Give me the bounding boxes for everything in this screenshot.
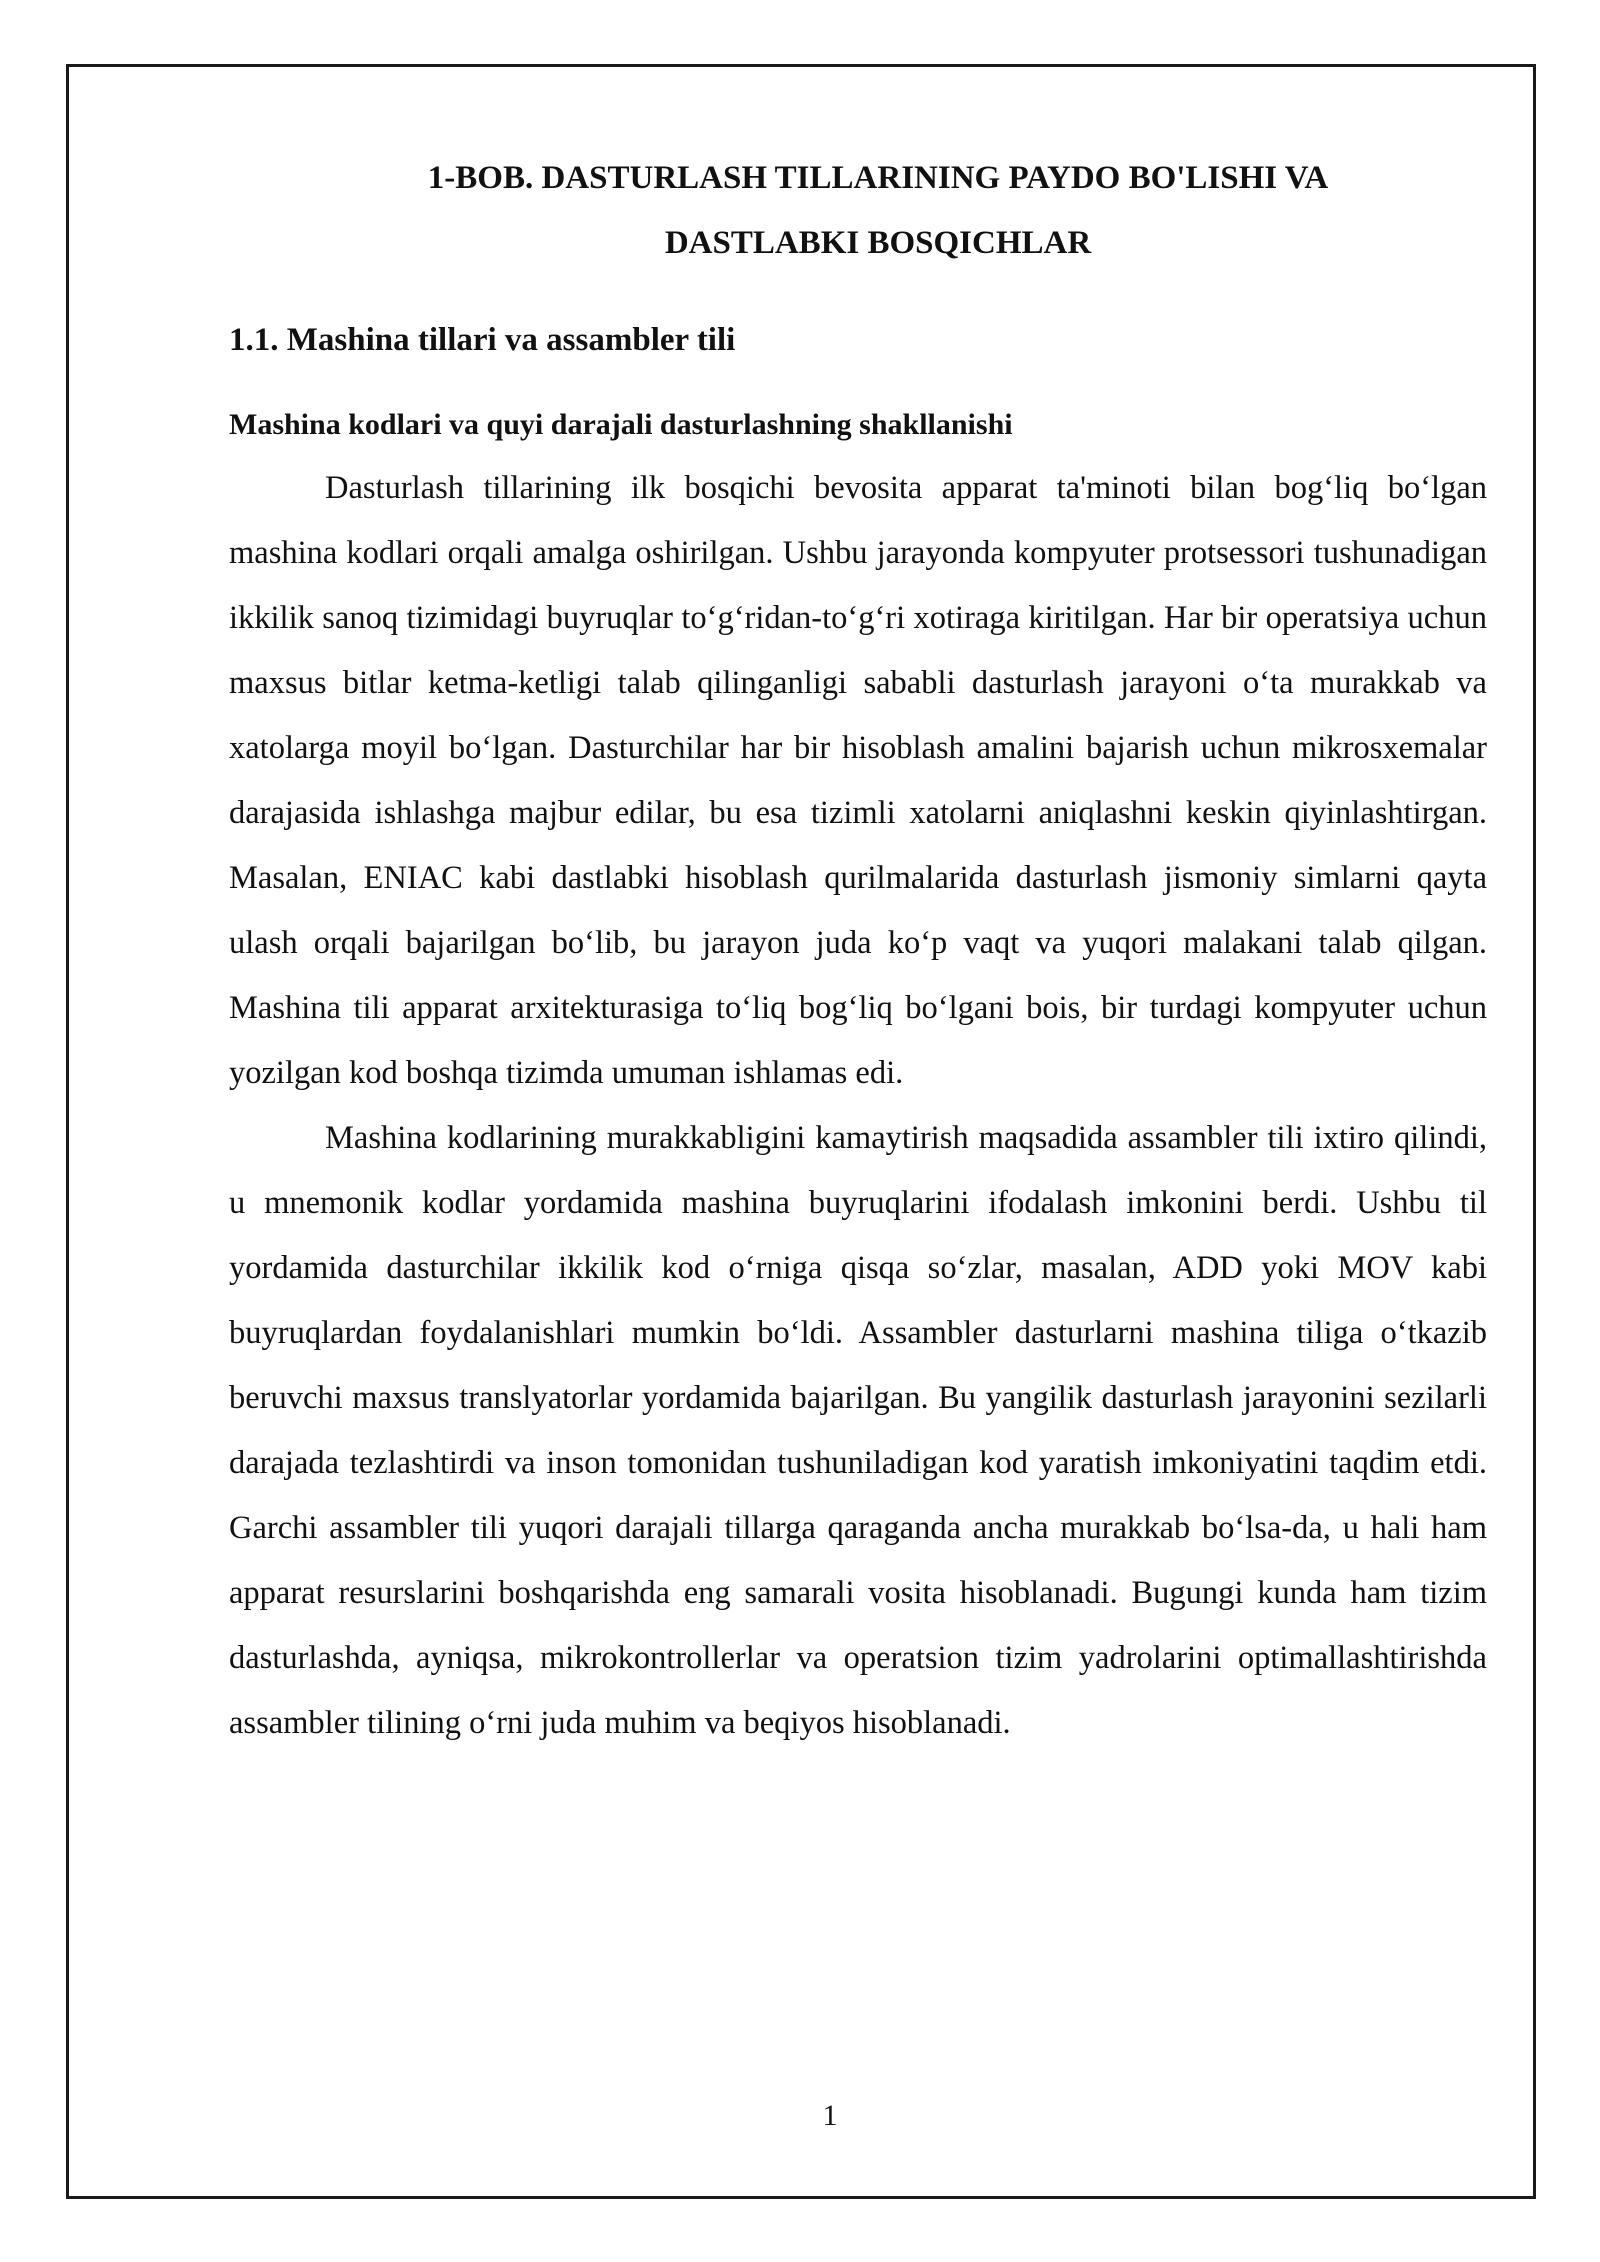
- chapter-title-line-2: DASTLABKI BOSQICHLAR: [664, 225, 1092, 261]
- body-paragraph-2: Mashina kodlarining murakkabligini kamaytirish maqsadida assambler tili ixtiro qilindi, u mnemonik kodlar yordamida mashina buyruqlarini ifodalash imkonini berdi. Ushbu til yordamida dasturchilar ikkilik kod o‘rniga qisqa so‘zlar, masalan, ADD yoki MOV kabi buyruqlardan foydalanishlari mumkin bo‘ldi. Assambler dasturlarni mashina tiliga o‘tkazib beruvchi maxsus translyatorlar yordamida bajarilgan. Bu yangilik dasturlash jarayonini sezilarli darajada tezlashtirdi va inson tomonidan tushuniladigan kod yaratish imkoniyatini taqdim etdi. Garchi assambler tili yuqori darajali tillarga qaraganda ancha murakkab bo‘lsa-da, u hali ham apparat resurslarini boshqarishda eng samarali vosita hisoblanadi. Bugungi kunda ham tizim dasturlashda, ayniqsa, mikrokontrollerlar va operatsion tizim yadrolarini optimallashtirishda assambler tilining o‘rni juda muhim va beqiyos hisoblanadi.: [229, 1120, 1487, 1741]
- chapter-title: [229, 146, 1487, 276]
- chapter-title-line-1: 1-BOB. DASTURLASH TILLARINING PAYDO BO'LISHI VA: [427, 160, 1329, 196]
- section-title: 1.1. Mashina tillari va assambler tili: [229, 322, 736, 358]
- page-number: 1: [822, 2099, 838, 2132]
- subsection-title: Mashina kodlari va quyi darajali dasturlashning shakllanishi: [229, 408, 1013, 441]
- body-paragraph-1: Dasturlash tillarining ilk bosqichi bevosita apparat ta'minoti bilan bog‘liq bo‘lgan mashina kodlari orqali amalga oshirilgan. Ushbu jarayonda kompyuter protsessori tushunadigan ikkilik sanoq tizimidagi buyruqlar to‘g‘ridan-to‘g‘ri xotiraga kiritilgan. Har bir operatsiya uchun maxsus bitlar ketma-ketligi talab qilinganligi sababli dasturlash jarayoni o‘ta murakkab va xatolarga moyil bo‘lgan. Dasturchilar har bir hisoblash amalini bajarish uchun mikrosxemalar darajasida ishlashga majbur edilar, bu esa tizimli xatolarni aniqlashni keskin qiyinlashtirgan. Masalan, ENIAC kabi dastlabki hisoblash qurilmalarida dasturlash jismoniy simlarni qayta ulash orqali bajarilgan bo‘lib, bu jarayon juda ko‘p vaqt va yuqori malakani talab qilgan. Mashina tili apparat arxitekturasiga to‘liq bog‘liq bo‘lgani bois, bir turdagi kompyuter uchun yozilgan kod boshqa tizimda umuman ishlamas edi.: [229, 470, 1487, 1091]
- page-content: [229, 146, 1487, 1756]
